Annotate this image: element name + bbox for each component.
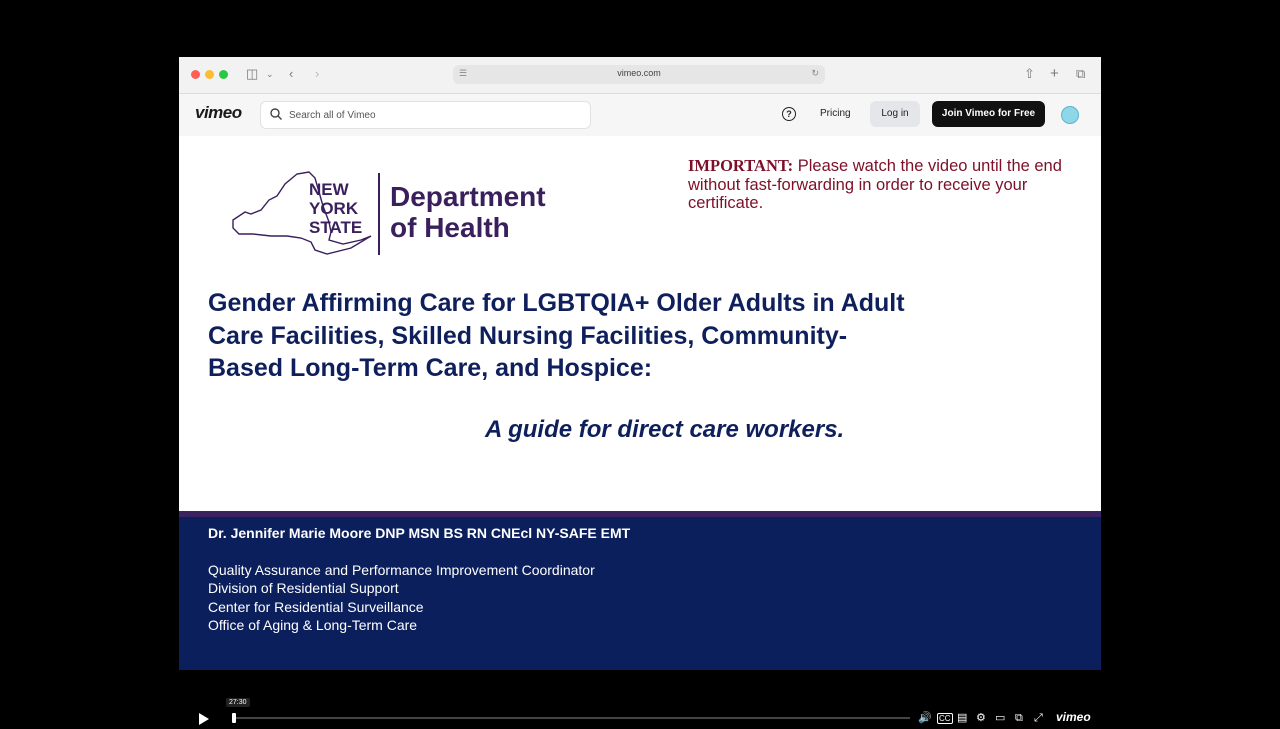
volume-icon[interactable]: 🔊 (918, 712, 932, 724)
slide-subtitle: A guide for direct care workers. (485, 416, 845, 443)
time-display: 27:30 (226, 698, 250, 707)
settings-icon[interactable]: ⚙ (976, 712, 986, 724)
department-of-health-text: Department of Health (390, 181, 546, 243)
scrubber-handle[interactable] (232, 713, 236, 723)
join-button[interactable]: Join Vimeo for Free (932, 101, 1045, 127)
search-input[interactable] (287, 102, 581, 128)
video-slide[interactable] (179, 136, 1101, 724)
new-tab-icon[interactable]: + (1050, 65, 1059, 82)
transcript-icon[interactable]: ▤ (957, 712, 968, 724)
important-label: IMPORTANT: (688, 156, 794, 175)
search-icon (269, 107, 283, 121)
presenter-name: Dr. Jennifer Marie Moore DNP MSN BS RN CNEcl NY-SAFE EMT (208, 525, 631, 541)
pricing-link[interactable]: Pricing (820, 108, 851, 119)
player-vimeo-logo[interactable]: vimeo (1056, 710, 1091, 724)
slide-title: Gender Affirming Care for LGBTQIA+ Older Adults in Adult Care Facilities, Skilled Nursing Facilities, Community- Based Long-Term Care, and Hospice: (208, 289, 905, 382)
fullscreen-icon[interactable]: ⤢ (1034, 712, 1043, 724)
page-settings-icon[interactable]: ☰ (459, 68, 468, 78)
video-player-controls (183, 699, 1095, 729)
sidebar-icon[interactable]: ◫ (246, 66, 259, 81)
address-bar[interactable] (453, 65, 825, 84)
captions-icon[interactable]: CC (939, 714, 951, 723)
tab-overview-icon[interactable]: ⧉ (1076, 66, 1086, 81)
chevron-down-icon[interactable]: ⌄ (266, 69, 274, 79)
important-notice (688, 157, 1068, 213)
logo-divider (378, 173, 380, 255)
close-window-button[interactable] (191, 70, 200, 79)
search-box[interactable] (260, 101, 591, 129)
important-text: Please watch the video until the end without fast-forwarding in order to receive your certificate. (688, 157, 1062, 212)
help-icon[interactable]: ? (782, 107, 796, 121)
back-icon[interactable]: ‹ (289, 66, 294, 81)
presenter-band (179, 511, 1101, 670)
url-text: vimeo.com (617, 68, 661, 78)
vimeo-logo[interactable]: vimeo (195, 103, 242, 122)
airplay-icon[interactable]: ▭ (995, 712, 1006, 724)
browser-window (179, 57, 1101, 724)
minimize-window-button[interactable] (205, 70, 214, 79)
progress-track[interactable] (234, 717, 910, 719)
share-icon[interactable]: ⇧ (1024, 66, 1035, 81)
avatar-icon[interactable] (1061, 106, 1079, 124)
browser-toolbar (179, 57, 1101, 94)
play-icon[interactable] (199, 713, 209, 725)
forward-icon[interactable]: › (315, 66, 320, 81)
presenter-affiliations: Quality Assurance and Performance Improvement Coordinator Division of Residential Support Center for Residential Surveillance Office of Aging & Long-Term Care (208, 562, 595, 633)
zoom-window-button[interactable] (219, 70, 228, 79)
nys-logo-text: NEW YORK STATE (309, 180, 363, 237)
login-button[interactable]: Log in (870, 101, 920, 127)
reload-icon[interactable]: ↻ (811, 68, 819, 78)
vimeo-header (179, 94, 1101, 136)
pip-icon[interactable]: ⧉ (1015, 712, 1023, 724)
